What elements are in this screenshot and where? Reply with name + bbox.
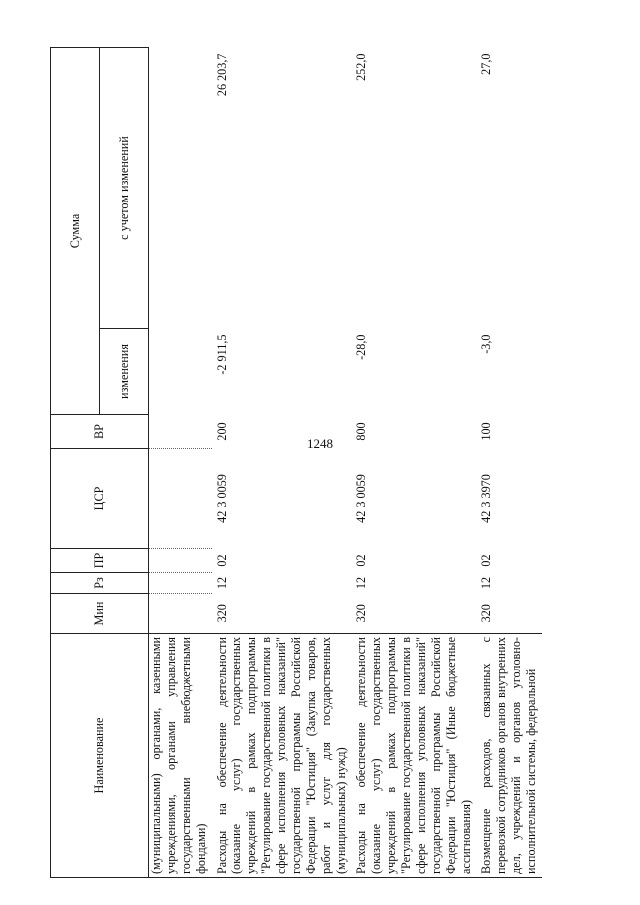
- header-change: изменения: [100, 329, 149, 415]
- row-csr: [149, 449, 212, 549]
- row-rz: 12: [214, 576, 229, 590]
- header-min: Мин: [51, 594, 149, 634]
- row-total: [149, 47, 212, 328]
- row-change: [149, 329, 212, 415]
- row-min: [149, 594, 212, 634]
- header-pr: ПР: [51, 549, 149, 573]
- header-vr: ВР: [51, 415, 149, 449]
- row-vr: 800: [354, 422, 369, 441]
- row-pr: 02: [354, 554, 369, 567]
- table-row: [476, 47, 542, 877]
- row-name: (муниципальными) органами, казенными учреждениями, органами управления государственными внебюджетными фондами): [149, 634, 212, 878]
- table-row: [212, 47, 352, 877]
- header-csr: ЦСР: [51, 449, 149, 549]
- row-csr: 42 3 0059: [214, 474, 229, 523]
- row-vr: [149, 415, 212, 449]
- row-total: 26 203,7: [214, 53, 229, 97]
- header-sum: Сумма: [51, 47, 100, 414]
- row-name: Расходы на обеспечение деятельности (оказание услуг) государственных учреждений в рамках подпрограммы "Регулирование государственной политики в сфере исполнения уголовных наказаний" государственной программы Российской Федерации "Юстиция" (Закупка товаров, работ и услуг для государственных (муниципальных) нужд): [212, 634, 352, 878]
- row-pr: 02: [214, 554, 229, 567]
- row-vr: 100: [479, 422, 494, 441]
- row-name: Расходы на обеспечение деятельности (оказание услуг) государственных учреждений в рамках подпрограммы "Регулирование государственной политики в сфере исполнения уголовных наказаний" государственной программы Российской Федерации "Юстиция" (Иные бюджетные ассигнования): [351, 634, 476, 878]
- row-name: Возмещение расходов, связанных с перевозкой сотрудников органов внутренних дел, учреждений и органов уголовно-исполнительной системы, федеральной: [476, 634, 542, 878]
- row-rz: 12: [479, 576, 494, 590]
- header-rz: Рз: [51, 573, 149, 594]
- table-row: [149, 47, 212, 877]
- budget-table: [50, 47, 542, 878]
- row-change: -28,0: [354, 334, 369, 360]
- row-pr: [149, 549, 212, 573]
- row-total: 252,0: [354, 53, 369, 81]
- page-number: 1248: [307, 436, 333, 451]
- row-rz: 12: [354, 576, 369, 590]
- row-total: 27,0: [479, 53, 494, 75]
- row-min: 320: [354, 604, 369, 623]
- row-pr: 02: [479, 554, 494, 567]
- rotated-table-container: [50, 48, 590, 878]
- row-vr: 200: [214, 422, 229, 441]
- row-rz: [149, 573, 212, 594]
- row-min: 320: [479, 604, 494, 623]
- row-change: -3,0: [479, 334, 494, 354]
- row-csr: 42 3 0059: [354, 474, 369, 523]
- row-csr: 42 3 3970: [479, 474, 494, 523]
- table-row: [351, 47, 476, 877]
- row-min: 320: [214, 604, 229, 623]
- header-total: с учетом изменений: [100, 47, 149, 328]
- row-change: -2 911,5: [214, 334, 229, 375]
- header-name: Наименование: [51, 634, 149, 878]
